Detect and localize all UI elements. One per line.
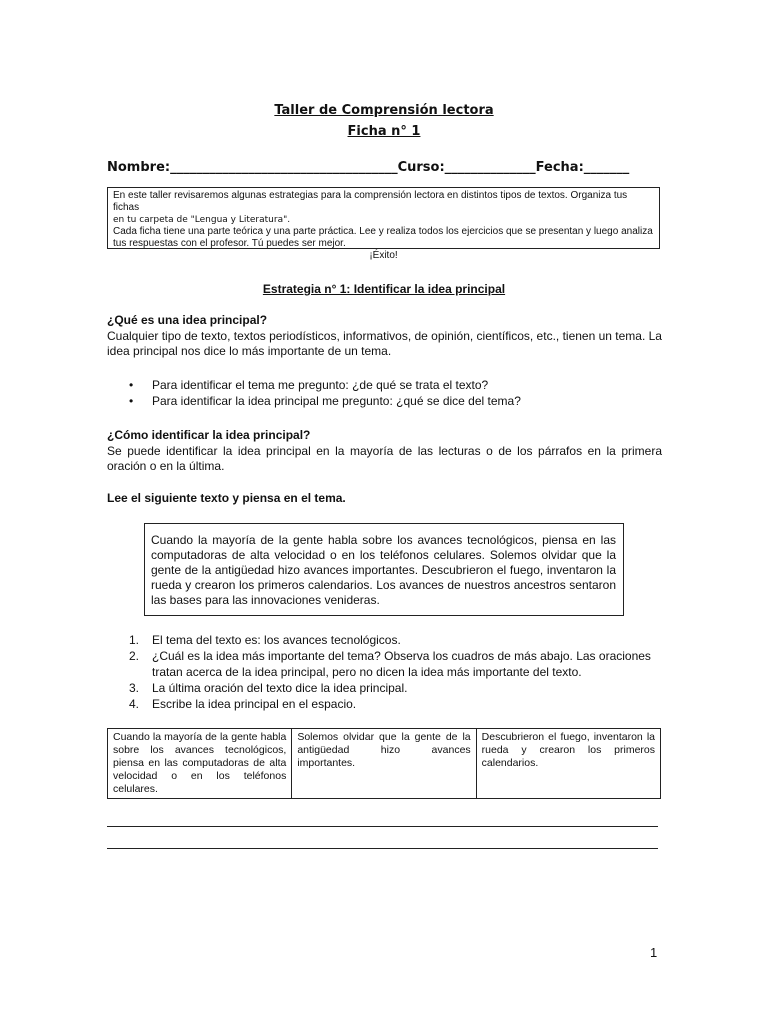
worksheet-subtitle <box>0 124 768 139</box>
intro-closing: ¡Éxito! <box>369 250 398 261</box>
step-text: ¿Cuál es la idea más importante del tema? Observa los cuadros de más abajo. Las oraciones tratan acerca de la idea principal, pero no dicen la idea más importante del texto. <box>152 649 651 679</box>
bullet-item: • Para identificar el tema me pregunto: ¿de qué se trata el texto? <box>107 377 662 393</box>
step-number: 3. <box>129 681 140 695</box>
bullet-list <box>107 377 662 409</box>
table-cell: Descubrieron el fuego, inventaron la rueda y crearon los primeros calendarios. <box>476 729 660 799</box>
worksheet-title-text: Taller de Comprensión lectora <box>274 103 494 118</box>
step-text: El tema del texto es: los avances tecnológicos. <box>152 633 401 647</box>
answer-line[interactable] <box>107 826 658 827</box>
student-info-line[interactable]: Nombre:___________________________________Curso:______________Fecha:_______ <box>107 160 630 175</box>
step-item <box>107 648 662 680</box>
step-text: Escribe la idea principal en el espacio. <box>152 697 357 711</box>
step-number: 2. <box>129 649 140 663</box>
intro-line-2: en tu carpeta de "Lengua y Literatura". <box>113 215 291 225</box>
step-text: La última oración del texto dice la idea principal. <box>152 681 408 695</box>
step-item <box>107 632 662 648</box>
strategy-heading: Estrategia n° 1: Identificar la idea principal <box>262 282 506 296</box>
question-2-body: Se puede identificar la idea principal en la mayoría de las lecturas o de los párrafos en la primera oración o en la última. <box>107 444 662 473</box>
intro-line-1: En este taller revisaremos algunas estrategias para la comprensión lectora en distintos tipos de textos. Organiza tus fichas <box>113 190 628 213</box>
intro-box <box>107 187 660 261</box>
step-number: 1. <box>129 633 140 647</box>
intro-line-4: tus respuestas con el profesor. Tú puedes ser mejor. <box>113 238 346 249</box>
step-item <box>107 696 662 712</box>
page-number: 1 <box>650 945 658 960</box>
step-number: 4. <box>129 697 140 711</box>
steps-list <box>107 632 662 712</box>
table-row <box>108 729 661 799</box>
reading-passage: Cuando la mayoría de la gente habla sobre los avances tecnológicos, piensa en las computadoras de alta velocidad o en los teléfonos celulares. Solemos olvidar que la gente de la antigüedad hizo avances importantes. Descubrieron el fuego, inventaron la rueda y crearon los primeros calendarios. Los avances de nuestros ancestros sentaron las bases para las innovaciones venideras. <box>144 523 624 616</box>
worksheet-title <box>0 103 768 118</box>
sentences-table <box>107 728 661 799</box>
intro-line-3: Cada ficha tiene una parte teórica y una parte práctica. Lee y realiza todos los ejercicios que se presentan y luego analiza <box>113 226 653 237</box>
reading-instruction: Lee el siguiente texto y piensa en el tema. <box>107 491 346 505</box>
worksheet-subtitle-text: Ficha n° 1 <box>347 124 421 139</box>
table-cell: Cuando la mayoría de la gente habla sobre los avances tecnológicos, piensa en las computadoras de alta velocidad o en los teléfonos celulares. <box>108 729 292 799</box>
answer-line[interactable] <box>107 848 658 849</box>
question-1-body: Cualquier tipo de texto, textos periodísticos, informativos, de opinión, científicos, etc., tienen un tema. La idea principal nos dice lo más importante de un tema. <box>107 329 662 358</box>
bullet-item: • Para identificar la idea principal me pregunto: ¿qué se dice del tema? <box>107 393 662 409</box>
question-2-heading: ¿Cómo identificar la idea principal? <box>107 428 311 442</box>
table-cell: Solemos olvidar que la gente de la antigüedad hizo avances importantes. <box>292 729 476 799</box>
step-item <box>107 680 662 696</box>
question-1-heading: ¿Qué es una idea principal? <box>107 313 268 327</box>
